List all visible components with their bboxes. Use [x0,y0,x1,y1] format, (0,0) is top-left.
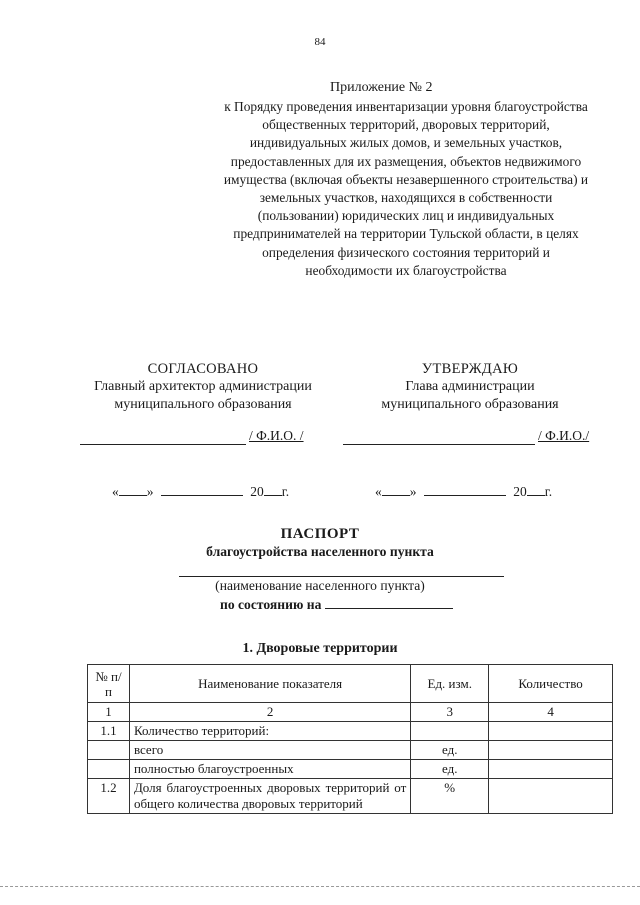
table-cell [489,779,613,814]
agreed-signature-line [80,428,246,445]
table-header-row [88,665,613,703]
location-label: (наименование населенного пункта) [215,578,425,593]
as-of-date: по состоянию на [220,596,453,613]
table-cell [489,760,613,779]
page-bottom-edge [0,886,640,891]
table-cell [411,722,489,741]
header-qty: Количество [489,665,613,703]
header-unit: Ед. изм. [411,665,489,703]
table-cell: 1 [88,703,130,722]
approved-organization: муниципального образования [381,397,559,412]
table-cell: Доля благоустроенных дворовых территорий от общего количества дворовых территорий [129,779,410,814]
appendix-title: Приложение № 2 [330,80,433,95]
agreed-date: « » 20 г. [112,484,290,499]
agreed-heading: СОГЛАСОВАНО [147,361,259,377]
approved-signature-name: / Ф.И.О./ [538,428,590,443]
table-cell: 2 [129,703,410,722]
agreed-position: Главный архитектор администрации [94,379,312,394]
table-cell: 3 [411,703,489,722]
approval-block-approved [355,360,585,414]
table-index-row [88,703,613,722]
table-cell: Количество территорий: [129,722,410,741]
table-row [88,722,613,741]
table-cell: 4 [489,703,613,722]
appendix-text: к Порядку проведения инвентаризации уровня благоустройства общественных территорий, дворовых территорий, индивидуальных жилых домов, и земельных участков, предоставленных для их размещения, объектов недвижимого имущества (включая объекты незавершенного строительства) и земельных участков, находящихся в собственности (пользовании) юридических лиц и индивидуальных предпринимателей на территории Тульской области, в целях определения физического состояния территорий и необходимости их благоустройства [223,99,589,278]
passport-subtitle: благоустройства населенного пункта [206,544,434,559]
table-cell [88,741,130,760]
table-row [88,779,613,814]
table-cell: ед. [411,741,489,760]
approved-position: Глава администрации [405,379,535,394]
table-cell [489,741,613,760]
table-cell: 1.1 [88,722,130,741]
table-cell: ед. [411,760,489,779]
table-cell: всего [129,741,410,760]
table-cell: полностью благоустроенных [129,760,410,779]
agreed-signature-name: / Ф.И.О. / [249,428,304,443]
table-cell [489,722,613,741]
approved-signature-line [343,428,535,445]
passport-title: ПАСПОРТ [280,526,360,542]
table-cell: % [411,779,489,814]
page-number: 84 [314,36,326,48]
location-line [179,576,504,577]
header-name: Наименование показателя [129,665,410,703]
agreed-organization: муниципального образования [114,397,292,412]
table-row [88,760,613,779]
section-title: 1. Дворовые территории [242,641,398,656]
table-row [88,741,613,760]
indicators-table [87,664,613,814]
approved-date: « » 20 г. [375,484,553,499]
header-num: № п/п [88,665,130,703]
table-cell [88,760,130,779]
approved-heading: УТВЕРЖДАЮ [421,361,519,377]
approval-block-agreed [68,360,338,414]
table-cell: 1.2 [88,779,130,814]
